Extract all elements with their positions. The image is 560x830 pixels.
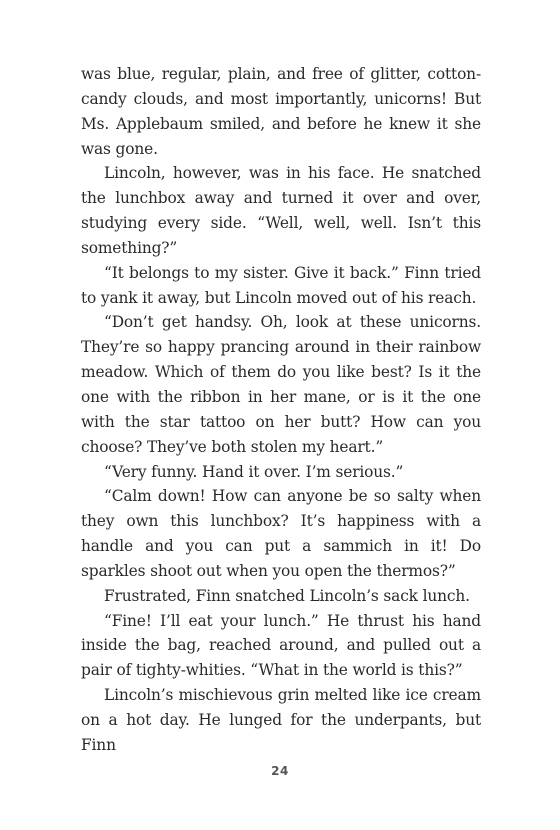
body-text xyxy=(81,62,481,758)
paragraph: Lincoln, however, was in his face. He snatched the lunchbox away and turned it over and over, studying every side. “Well, well, well. Isn’t this something?” xyxy=(81,164,481,257)
paragraph: Frustrated, Finn snatched Lincoln’s sack lunch. xyxy=(104,586,470,605)
paragraph: Lincoln’s mischievous grin melted like ice cream on a hot day. He lunged for the underpants, but Finn xyxy=(81,686,481,754)
paragraph: “It belongs to my sister. Give it back.” Finn tried to yank it away, but Lincoln moved out of his reach. xyxy=(81,263,481,307)
paragraph: “Calm down! How can anyone be so salty when they own this lunchbox? It’s happiness with a handle and you can put a sammich in it! Do sparkles shoot out when you open the thermos?” xyxy=(81,487,481,580)
paragraph: “Fine! I’ll eat your lunch.” He thrust his hand inside the bag, reached around, and pulled out a pair of tighty-whities. “What in the world is this?” xyxy=(81,611,481,680)
paragraph: “Don’t get handsy. Oh, look at these unicorns. They’re so happy prancing around in their rainbow meadow. Which of them do you like best? Is it the one with the ribbon in her mane, or is it the one with the star tattoo on her butt? How can you choose? They’ve both stolen my heart.” xyxy=(81,313,481,456)
page-number: 24 xyxy=(271,764,289,778)
paragraph: “Very funny. Hand it over. I’m serious.” xyxy=(104,462,404,481)
paragraph-continued: was blue, regular, plain, and free of glitter, cotton-candy clouds, and most importantly, unicorns! But Ms. Applebaum smiled, and before he knew it she was gone. xyxy=(81,65,481,158)
